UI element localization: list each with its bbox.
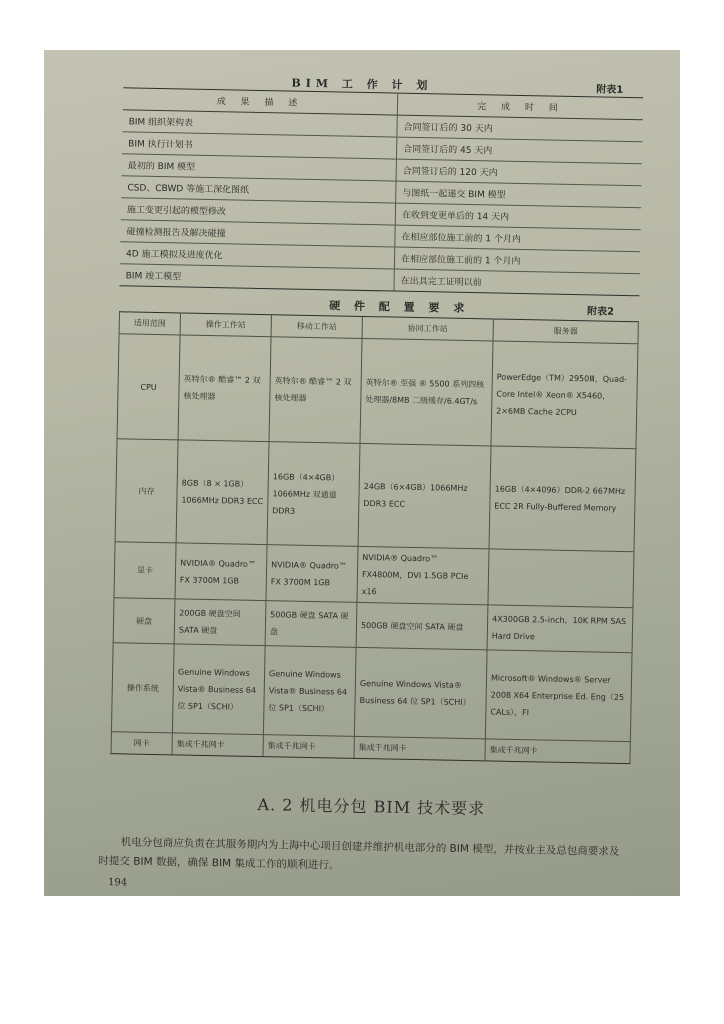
hardware-requirements-table — [110, 311, 638, 764]
cell-server: 集成千兆网卡 — [485, 739, 630, 764]
cell-server: Microsoft® Windows® Server 2008 X64 Enterprise Ed. Eng（25 CALs），FI — [485, 650, 632, 742]
bim-work-plan-table — [119, 87, 643, 296]
row-label: 操作系统 — [111, 643, 174, 733]
row-label: CPU — [117, 334, 180, 440]
table2-tag: 附表2 — [586, 306, 615, 318]
deliverable-cell: BIM 组织架构表 — [122, 110, 397, 137]
cell-collab: 英特尔® 至强 ® 5500 系列四核处理器/8MB 二级缓存/6.4GT/s — [360, 338, 493, 445]
cell-workstation: 英特尔® 酷睿™ 2 双核处理器 — [178, 335, 271, 442]
time-cell: 在出具完工证明以前 — [394, 269, 640, 296]
section-heading: A. 2 机电分包 BIM 技术要求 — [257, 795, 486, 819]
cell-mobile: 16GB（4×4GB）1066MHz 双通道 DDR3 — [267, 442, 360, 547]
time-cell: 在相应部位施工前的 1 个月内 — [395, 225, 641, 252]
table-row-memory — [115, 439, 636, 552]
deliverable-cell: BIM 竣工模型 — [119, 264, 394, 291]
deliverable-cell: BIM 执行计划书 — [122, 132, 397, 159]
cell-collab: Genuine Windows Vista® Business 64 位 SP1（SCHI） — [354, 647, 487, 738]
cell-collab: 500GB 硬盘空间 SATA 硬盘 — [356, 602, 488, 650]
time-cell: 合同签订后的 45 天内 — [396, 137, 642, 164]
deliverable-cell: 施工变更引起的模型修改 — [121, 198, 396, 225]
deliverable-cell: 碰撞检测报告及解决碰撞 — [120, 220, 395, 247]
cell-mobile: NVIDIA® Quadro™ FX 3700M 1GB — [266, 545, 358, 603]
table-row-cpu — [117, 334, 638, 449]
cell-workstation: 集成千兆网卡 — [172, 733, 263, 757]
table2-title: 硬 件 配 置 要 求 — [329, 299, 470, 315]
row-label: 硬盘 — [113, 598, 175, 644]
time-cell: 在收到变更单后的 14 天内 — [395, 203, 641, 230]
cell-workstation: Genuine Windows Vista® Business 64 位 SP1（SCHI） — [172, 644, 265, 735]
table-row-graphics — [114, 542, 634, 608]
cell-mobile: 500GB 硬盘 SATA 硬盘 — [265, 601, 357, 648]
section-paragraph: 机电分包商应负责在其服务期内为上海中心项目创建并维护机电部分的 BIM 模型，并按业主及总包商要求及时提交 BIM 数据，确保 BIM 集成工作的顺利进行。 — [98, 836, 620, 872]
cell-server: 4X300GB 2.5-inch，10K RPM SAS Hard Drive — [487, 605, 633, 653]
cell-collab: 24GB（6×4GB）1066MHz DDR3 ECC — [358, 443, 491, 548]
table-row-os — [111, 643, 632, 742]
time-cell: 合同签订后的 30 天内 — [397, 115, 643, 142]
row-label: 内存 — [115, 439, 178, 543]
cell-mobile: 英特尔® 酷睿™ 2 双核处理器 — [269, 337, 362, 444]
table1-tag: 附表1 — [596, 84, 624, 96]
header-workstation: 操作工作站 — [180, 313, 271, 337]
time-cell: 合同签订后的 120 天内 — [396, 159, 642, 186]
header-mobile-workstation: 移动工作站 — [271, 315, 362, 339]
book-page-photo — [44, 50, 680, 896]
cell-workstation: 8GB（8 × 1GB）1066MHz DDR3 ECC — [176, 440, 269, 545]
cell-collab: NVIDIA® Quadro™ FX4800M，DVI 1.5GB PCIe x16 — [357, 546, 489, 605]
header-completion-time: 完 成 时 间 — [397, 93, 643, 120]
cell-workstation: NVIDIA® Quadro™ FX 3700M 1GB — [175, 543, 267, 601]
deliverable-cell: 最初的 BIM 模型 — [122, 154, 397, 181]
page-number: 194 — [107, 877, 128, 889]
table1-title: BIM 工 作 计 划 — [291, 76, 433, 93]
header-scope: 适用范围 — [119, 312, 180, 335]
deliverable-cell: CSD、CBWD 等施工深化图纸 — [121, 176, 396, 203]
cell-mobile: 集成千兆网卡 — [263, 735, 354, 759]
time-cell: 在相应部位施工前的 1 个月内 — [394, 247, 640, 274]
cell-server — [488, 549, 634, 608]
cell-server: 16GB（4×4096）DDR-2 667MHz ECC 2R Fully-Buffered Memory — [489, 446, 636, 552]
row-label: 显卡 — [114, 542, 176, 599]
header-server: 服务器 — [493, 319, 638, 344]
page-content — [44, 50, 680, 896]
time-cell: 与图纸一起递交 BIM 模型 — [396, 181, 642, 208]
cell-workstation: 200GB 硬盘空间 SATA 硬盘 — [174, 599, 266, 646]
cell-server: PowerEdge（TM）2950Ⅲ，Quad-Core Intel® Xeon® X5460，2×6MB Cache 2CPU — [491, 341, 638, 449]
header-deliverable: 成 果 描 述 — [123, 88, 398, 115]
cell-mobile: Genuine Windows Vista® Business 64 位 SP1（SCHI） — [263, 646, 356, 737]
header-collab-workstation: 协同工作站 — [362, 316, 493, 341]
deliverable-cell: 4D 施工模拟及进度优化 — [120, 242, 395, 269]
row-label: 网卡 — [111, 732, 172, 755]
cell-collab: 集成千兆网卡 — [354, 736, 485, 761]
